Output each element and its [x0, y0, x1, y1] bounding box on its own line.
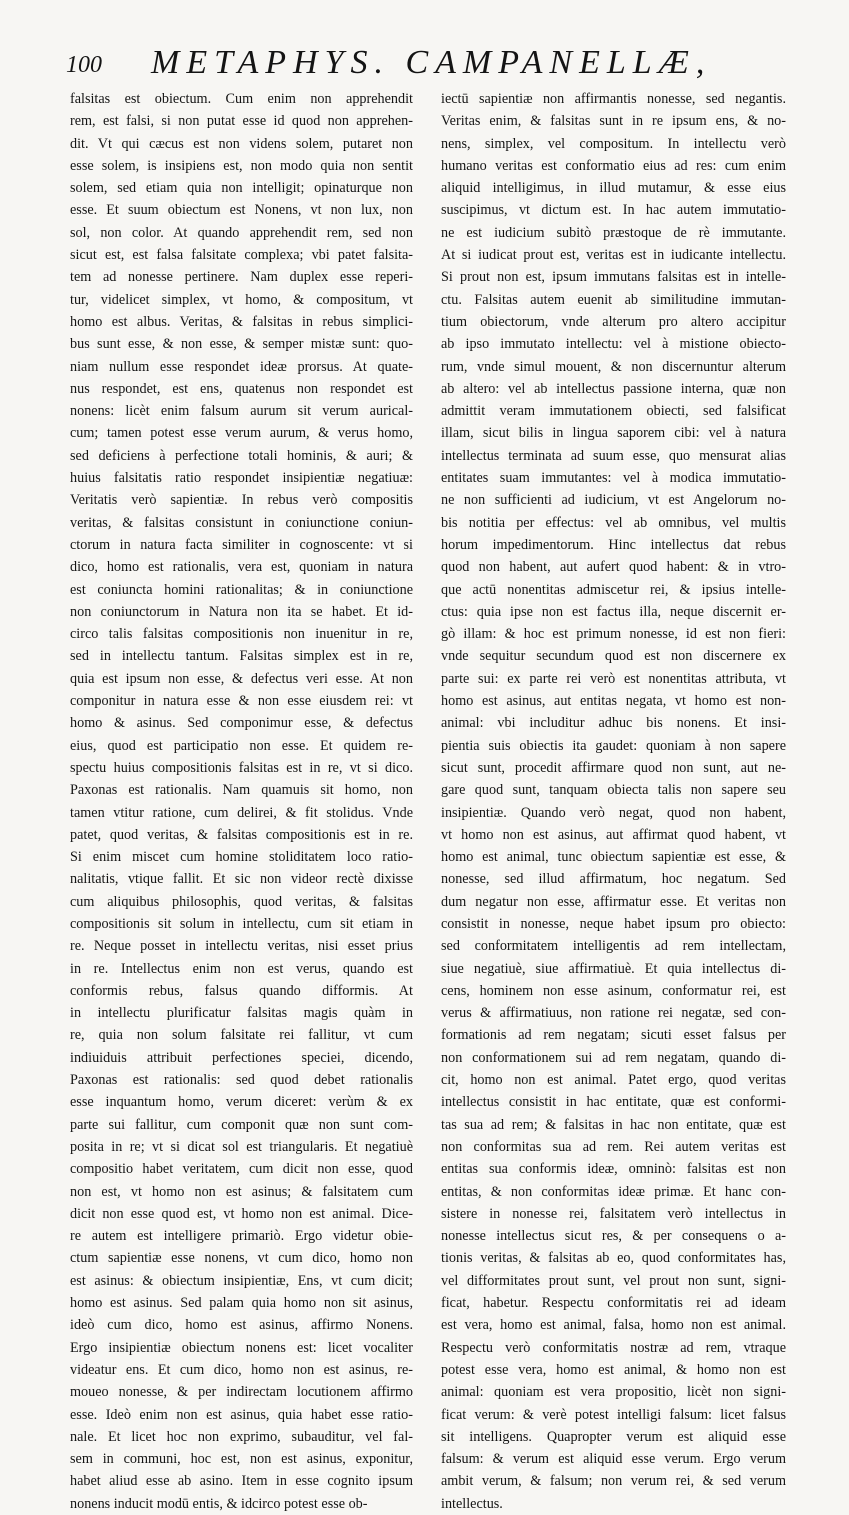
- text-line: est asinus: & obiectum insipientiæ, Ens, vt cum dicit;: [70, 1272, 413, 1289]
- text-line: falsitas est obiectum. Cum enim non apprehendit: [70, 91, 413, 107]
- text-line: rum, vnde simul mouent, & non discernuntur alterum: [441, 358, 786, 375]
- text-line: ab ipso immutato intellectu: vel à mistione obiecto-: [441, 336, 786, 353]
- text-line: Veritas enim, & falsitas sunt in re ipsum ens, & no-: [441, 113, 786, 130]
- text-line: siue negatiuè, siue affirmatiuè. Et quia intellectus di-: [441, 960, 786, 977]
- text-line: sol, non color. At quando apprehendit rem, sed non: [70, 224, 413, 241]
- text-line: animal: vbi includitur adhuc bis nonens. Et insi-: [441, 715, 786, 732]
- text-line: homo est asinus. Sed palam quia homo non sit asinus,: [70, 1295, 413, 1312]
- text-line: esse inquantum homo, verum diceret: verùm & ex: [70, 1094, 413, 1111]
- text-line: non conformitas sua ad rem. Rei autem veritas est: [441, 1138, 786, 1155]
- text-line: cens, hominem non esse asinum, conformatur rei, est: [441, 982, 786, 999]
- text-line: ficat verum: & verè potest intelligi falsum: licet falsus: [441, 1406, 786, 1423]
- text-line: Si prout non est, ipsum immutans falsitas est in intelle-: [441, 269, 786, 286]
- text-line: tium obiectorum, vnde alterum pro altero accipitur: [441, 313, 786, 330]
- text-line: circo talis falsitas compositionis non inuenitur in re,: [70, 626, 413, 643]
- text-line: ctorum in natura facta similiter in cognoscente: vt si: [70, 536, 413, 553]
- text-line: re autem est intelligere primariò. Ergo videtur obie-: [70, 1228, 413, 1245]
- text-line: sed conformitatem intelligentis ad rem intellectam,: [441, 938, 786, 955]
- page-number: 100: [66, 52, 102, 78]
- text-line: huius falsitatis ratio respondet insipientiæ negatiuæ:: [70, 470, 413, 487]
- text-line: nonens inducit modū entis, & idcirco potest esse ob-: [70, 1495, 368, 1512]
- text-line: tionis veritas, & falsitas ab eo, quod conformitates has,: [441, 1250, 786, 1267]
- left-column-text: [70, 88, 413, 1515]
- text-line: eius, quod est participatio non esse. Et quidem re-: [70, 737, 413, 754]
- text-line: compositio habet veritatem, cum dicit non esse, quod: [70, 1161, 413, 1178]
- text-line: bus sunt esse, & non esse, & semper mistæ sunt: quo-: [70, 336, 413, 353]
- text-line: Ergo insipientiæ obiectum nonens est: licet vocaliter: [70, 1339, 413, 1356]
- text-line: esse solem, is insipiens est, non modo quia non sentit: [70, 157, 413, 174]
- text-line: ctus: quia ipse non est factus illa, neque discernit er-: [441, 603, 786, 620]
- text-line: sed deficiens à perfectione totali hominis, & auri; &: [70, 447, 413, 464]
- text-line: aliquid intelligimus, in illud mutamur, & esse eius: [441, 180, 786, 197]
- text-line: ficat, habetur. Respectu conformitatis rei ad ideam: [441, 1295, 786, 1312]
- text-line: ne est iudicium subitò præstoque de rè immutante.: [441, 224, 786, 241]
- text-line: pientia suis obiectis ita gaudet: quoniam à non sapere: [441, 737, 786, 754]
- text-line: sicut est, est falsa falsitate complexa; vbi patet falsita-: [70, 247, 413, 264]
- text-line: entitas sua conformis ideæ, omninò: falsitas est non: [441, 1161, 786, 1178]
- text-line: est coniuncta homini rationalitas; & in coniunctione: [70, 581, 413, 598]
- text-line: in intellectu plurificatur falsitas magis quàm in: [70, 1005, 413, 1022]
- text-line: quod non habent, aut aufert quod habent: & in vtro-: [441, 559, 786, 576]
- text-line: animal: quoniam est vera propositio, licèt non signi-: [441, 1384, 786, 1401]
- text-line: dum negatur non esse, affirmatur esse. Et veritas non: [441, 893, 786, 910]
- text-line: posita in re; vt si dicat sol est triangularis. Et negatiuè: [70, 1138, 413, 1155]
- text-line: sit intelligens. Quapropter verum est aliquid esse: [441, 1428, 786, 1445]
- text-line: consistit in nonesse, neque habet ipsum pro obiecto:: [441, 915, 786, 932]
- text-line: ctu. Falsitas autem euenit ab similitudine immutan-: [441, 291, 786, 308]
- text-line: homo est animal, tunc obiectum sapientiæ est esse, &: [441, 849, 786, 866]
- text-line: homo est albus. Veritas, & falsitas in rebus simplici-: [70, 313, 413, 330]
- text-line: sicut sunt, procedit affirmare quod non sunt, aut ne-: [441, 759, 786, 776]
- text-line: nalitatis, vtique fallit. Et sic non videor rectè dixisse: [70, 871, 413, 888]
- text-line: Paxonas est rationalis: sed quod debet rationalis: [70, 1072, 413, 1089]
- text-line: re, quia non solum falsitate rei fallitur, vt cum: [70, 1027, 413, 1044]
- text-line: ctum sapientiæ esse nonens, vt cum dico, homo non: [70, 1250, 413, 1267]
- text-line: nonens: licèt enim falsum aurum sit verum aurical-: [70, 403, 413, 420]
- text-line: humano veritas est conformatio eius ad res: cum enim: [441, 157, 786, 174]
- text-line: re. Neque posset in intellectu veritas, nisi esset prius: [70, 938, 413, 955]
- text-line: entitates suam immutantes: vel à modica immutatio-: [441, 470, 786, 487]
- text-line: esse. Ideò enim non est asinus, quia habet esse ratio-: [70, 1406, 413, 1423]
- text-line: homo est asinus, aut entitas negata, vt homo est non-: [441, 693, 786, 710]
- text-line: admittit veram immutationem obiecti, sed falsificat: [441, 403, 786, 420]
- text-line: nonesse intellectus sicut res, & per consequens o a-: [441, 1228, 786, 1245]
- text-line: nus respondet, est ens, quatenus non respondet est: [70, 380, 413, 397]
- text-line: niam nullum esse respondet ideæ prorsus. At quate-: [70, 358, 413, 375]
- text-line: componitur in natura esse & non esse eiusdem rei: vt: [70, 693, 413, 710]
- text-line: falsum: & verum est aliquid esse verum. Ergo verum: [441, 1451, 786, 1468]
- text-line: Si enim miscet cum homine stoliditatem loco ratio-: [70, 849, 413, 866]
- text-line: vel difformitates prout sunt, vel prout non sunt, signi-: [441, 1272, 786, 1289]
- text-line: homo & asinus. Sed componimur esse, & defectus: [70, 715, 413, 732]
- text-line: gare quod sunt, tanquam obiecta talis non sapere seu: [441, 782, 786, 799]
- text-line: tur, videlicet simplex, vt homo, & compositum, vt: [70, 291, 413, 308]
- text-line: dicit non esse quod est, vt homo non est animal. Dice-: [70, 1205, 413, 1222]
- text-line: videatur ens. Et cum dico, homo non est asinus, re-: [70, 1361, 413, 1378]
- text-line: nens, simplex, vel compositum. In intellectu verò: [441, 135, 786, 152]
- text-line: iectū sapientiæ non affirmantis nonesse, sed negantis.: [441, 91, 786, 107]
- running-title: METAPHYS. CAMPANELLÆ,: [151, 44, 712, 81]
- text-line: potest esse vera, homo est animal, & homo non est: [441, 1361, 786, 1378]
- text-line: habet aliud esse ab asino. Item in esse cognito ipsum: [70, 1473, 413, 1490]
- text-line: Paxonas est rationalis. Nam quamuis sit homo, non: [70, 782, 413, 799]
- text-line: que actū nonentitas admiscetur rei, & ipsius intelle-: [441, 581, 786, 598]
- text-line: ab altero: vel ab intellectus passione interna, quæ non: [441, 380, 786, 397]
- text-line: tamen vtitur ratione, cum delirei, & fit stolidus. Vnde: [70, 804, 413, 821]
- text-line: solem, sed etiam quia non intelligit; opinaturque non: [70, 180, 413, 197]
- text-line: horum impedimentorum. Hinc intellectus dat rebus: [441, 536, 786, 553]
- text-line: gò illam: & hoc est primum nonesse, id est non fieri:: [441, 626, 786, 643]
- text-line: in re. Intellectus enim non est verus, quando est: [70, 960, 413, 977]
- text-line: est vera, homo est animal, falsa, homo non est animal.: [441, 1317, 786, 1334]
- text-line: nonesse, sed illud affirmatum, hoc negatum. Sed: [441, 871, 786, 888]
- text-line: bis notitia per effectus: vel ab omnibus, vel multis: [441, 514, 786, 531]
- text-line: suscipimus, vt dictum est. In hac autem immutatio-: [441, 202, 786, 219]
- text-line: non coniunctorum in Natura non ita se habet. Et id-: [70, 603, 413, 620]
- text-line: entitas, & non conformitas ideæ primæ. Et hanc con-: [441, 1183, 786, 1200]
- text-line: At si iudicat prout est, veritas est in iudicante intellectu.: [441, 247, 786, 264]
- text-line: intellectus consistit in hac entitate, quæ est conformi-: [441, 1094, 786, 1111]
- text-line: Respectu verò conformitatis nostræ ad rem, vtraque: [441, 1339, 786, 1356]
- text-line: parte sui fallitur, cum componit quæ non sunt com-: [70, 1116, 413, 1133]
- text-line: veritas, & falsitas consistunt in coniunctione coniun-: [70, 514, 413, 531]
- text-line: nale. Et licet hoc non exprimo, subauditur, vel fal-: [70, 1428, 413, 1445]
- text-line: vnde sequitur secundum quod est non discernere ex: [441, 648, 786, 665]
- text-line: Veritatis verò sapientiæ. In rebus verò compositis: [70, 492, 413, 509]
- text-line: ideò cum dico, homo est asinus, affirmo Nonens.: [70, 1317, 413, 1334]
- text-line: spectu huius compositionis falsitas est in re, vt si dico.: [70, 759, 413, 776]
- text-line: parte sui: ex parte rei verò est nonentitas attributa, vt: [441, 670, 786, 687]
- text-line: non conformationem sui ad rem negatam, quando di-: [441, 1049, 786, 1066]
- text-line: cum aliquibus philosophis, quod veritas, & falsitas: [70, 893, 413, 910]
- text-line: esse. Et suum obiectum est Nonens, vt non lux, non: [70, 202, 413, 219]
- text-line: intellectus terminata ad suum esse, quo mensurat alias: [441, 447, 786, 464]
- text-line: cit, homo non est animal. Patet ergo, quod veritas: [441, 1072, 786, 1089]
- text-line: illam, sicut bilis in lingua saporem cibi: vel à natura: [441, 425, 786, 442]
- text-line: insipientiæ. Quando verò negat, quod non habent,: [441, 804, 786, 821]
- text-line: sistere in nonesse rei, falsitatem verò intellectus in: [441, 1205, 786, 1222]
- text-line: tem ad nonesse pertinere. Nam duplex esse reperi-: [70, 269, 413, 286]
- text-line: quia est ipsum non esse, & defectus veri esse. At non: [70, 670, 413, 687]
- page-header: [66, 42, 766, 94]
- text-line: dico, homo est rationalis, vera est, quoniam in natura: [70, 559, 413, 576]
- text-line: patet, quod veritas, & falsitas compositionis est in re.: [70, 826, 413, 843]
- text-line: cum; tamen potest esse verum aurum, & verus homo,: [70, 425, 413, 442]
- text-line: formationis ad rem negatam; sicuti esset falsus per: [441, 1027, 786, 1044]
- text-line: moueo nonesse, & per indirectam locutionem affirmo: [70, 1384, 413, 1401]
- text-line: rem, est falsi, si non putat esse id quod non apprehen-: [70, 113, 413, 130]
- right-column-text: [441, 88, 786, 1515]
- text-line: dit. Vt qui cæcus est non videns solem, putaret non: [70, 135, 413, 152]
- text-line: tas sua ad rem; & falsitas in hac non entitate, quæ est: [441, 1116, 786, 1133]
- text-line: sed in intellectu tantum. Falsitas simplex est in re,: [70, 648, 413, 665]
- text-line: compositionis sit solum in intellectu, cum sit etiam in: [70, 915, 413, 932]
- text-line: ambit verum, & falsum; non verum rei, & sed verum: [441, 1473, 786, 1490]
- text-line: indiuiduis attribuit perfectiones speciei, dicendo,: [70, 1049, 413, 1066]
- text-line: conformis rebus, falsus quando difformis. At: [70, 982, 413, 999]
- text-line: sem in communi, hoc est, non est asinus, exponitur,: [70, 1451, 413, 1468]
- text-line: intellectus.: [441, 1495, 503, 1512]
- text-line: vt homo non est asinus, aut affirmat quod habent, vt: [441, 826, 786, 843]
- text-line: non est, vt homo non est asinus; & falsitatem cum: [70, 1183, 413, 1200]
- text-line: verus & affirmatiuus, non ratione rei negatæ, sed con-: [441, 1005, 786, 1022]
- text-line: ne non sufficienti ad iudicium, vt est Angelorum no-: [441, 492, 786, 509]
